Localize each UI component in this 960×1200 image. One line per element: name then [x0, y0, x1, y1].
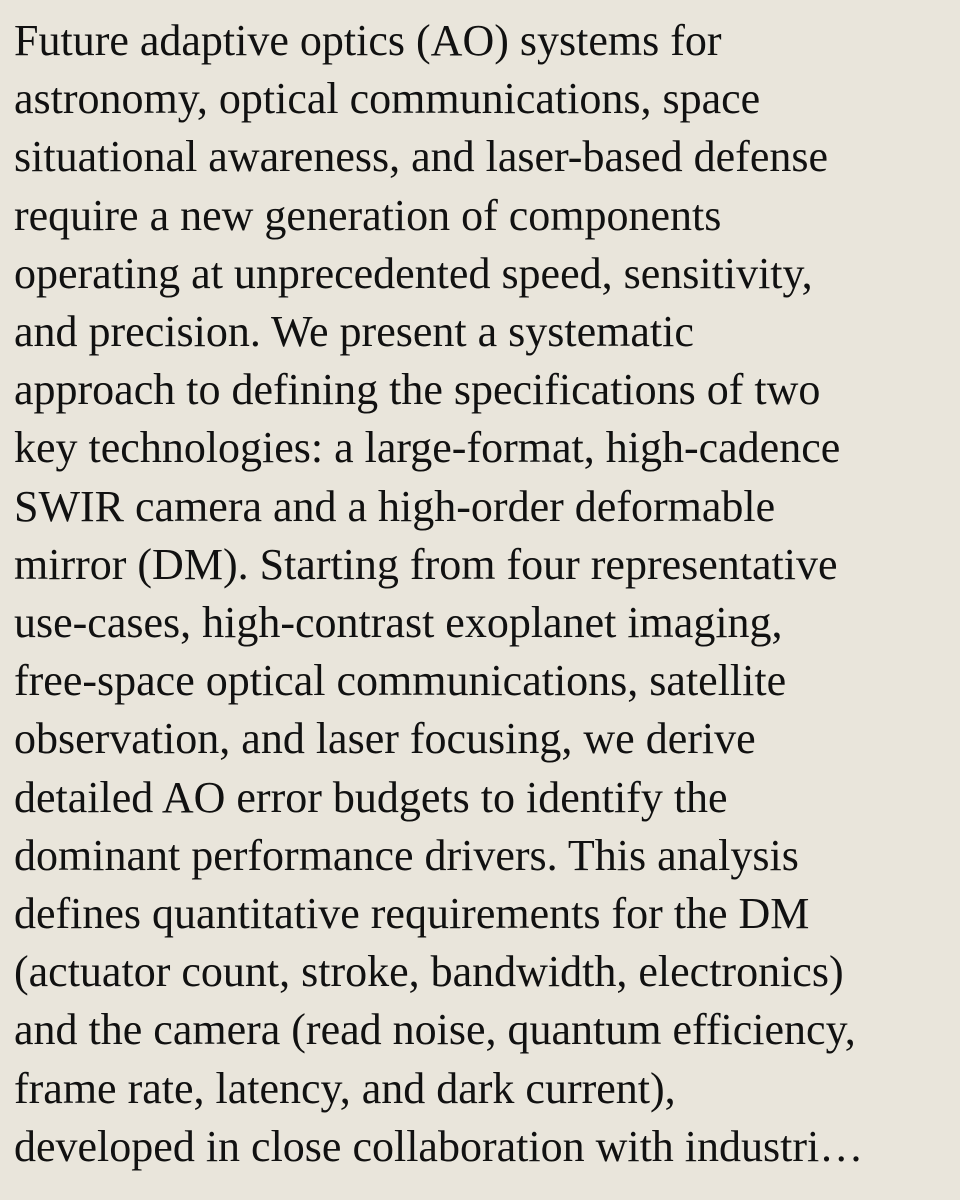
abstract-line: operating at unprecedented speed, sensitivity,: [14, 248, 813, 298]
abstract-line: astronomy, optical communications, space: [14, 74, 761, 124]
abstract-line: observation, and laser focusing, we derive: [14, 714, 756, 764]
abstract-line: approach to defining the specifications of two: [14, 365, 821, 415]
abstract-line: frame rate, latency, and dark current),: [14, 1063, 676, 1113]
abstract-line: situational awareness, and laser-based defense: [14, 132, 828, 182]
abstract-line: Future adaptive optics (AO) systems for: [14, 16, 722, 65]
abstract-line: (actuator count, stroke, bandwidth, electronics): [14, 947, 844, 997]
abstract-line: SWIR camera and a high-order deformable: [14, 481, 776, 531]
abstract-line: defines quantitative requirements for the DM: [14, 889, 810, 939]
abstract-line: key technologies: a large-format, high-cadence: [14, 423, 841, 473]
abstract-line: use-cases, high-contrast exoplanet imaging,: [14, 598, 783, 648]
abstract-line: and the camera (read noise, quantum efficiency,: [14, 1005, 856, 1055]
abstract-line: mirror (DM). Starting from four representative: [14, 539, 838, 589]
abstract-line: developed in close collaboration with industri…: [14, 1121, 864, 1171]
abstract-text: [14, 12, 946, 1176]
abstract-line: require a new generation of components: [14, 190, 722, 240]
abstract-line: dominant performance drivers. This analysis: [14, 830, 799, 880]
abstract-line: and precision. We present a systematic: [14, 307, 694, 357]
abstract-line: free-space optical communications, satellite: [14, 656, 787, 706]
abstract-line: detailed AO error budgets to identify the: [14, 772, 728, 822]
